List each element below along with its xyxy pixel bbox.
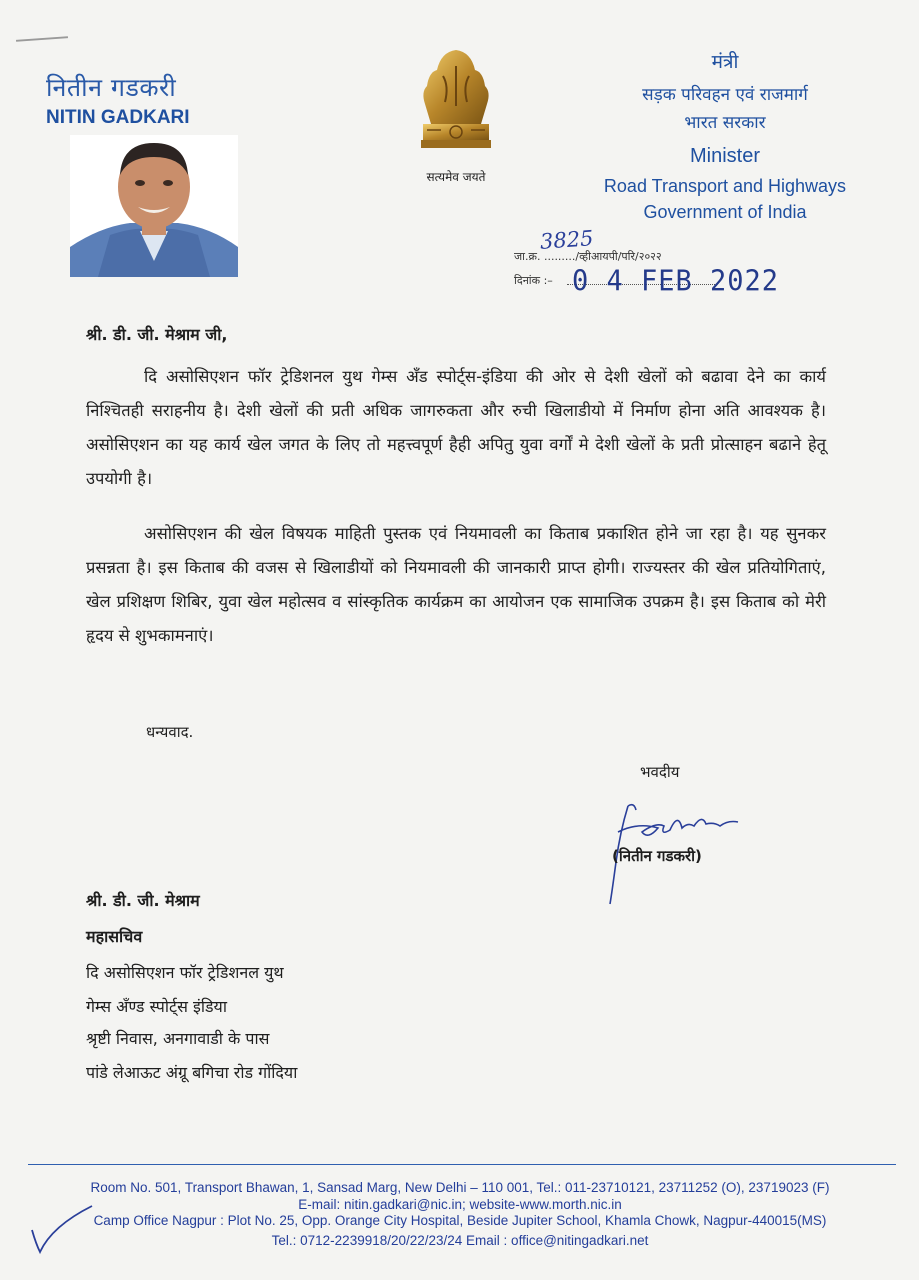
letter-salutation: श्री. डी. जी. मेश्राम जी, [86, 325, 228, 344]
national-emblem-icon [415, 46, 497, 166]
page-edge-mark [16, 36, 68, 42]
name-hindi: नितीन गडकरी [46, 73, 177, 102]
portrait-photo [70, 135, 238, 277]
designation-english-ministry: Road Transport and Highways [603, 176, 847, 196]
footer-nagpur-address: Camp Office Nagpur : Plot No. 25, Opp. Orange City Hospital, Beside Jupiter School, Khamla Chowk, Nagpur-440015(MS) [93, 1213, 827, 1228]
designation-hindi-government: भारत सरकार [684, 113, 766, 133]
designation-english-government: Government of India [643, 202, 807, 222]
emblem-motto: सत्यमेव जयते [426, 170, 486, 184]
footer-nagpur-contact: Tel.: 0712-2239918/20/22/23/24 Email : office@nitingadkari.net [271, 1233, 649, 1248]
recipient-address-line-1: श्रृष्टी निवास, अनगावाडी के पास [86, 1029, 270, 1048]
handwritten-reference-number: 3825 [539, 226, 595, 254]
footer-divider [28, 1164, 896, 1165]
designation-hindi-ministry: सड़क परिवहन एवं राजमार्ग [642, 85, 808, 105]
recipient-address-line-2: पांडे लेआऊट अंग्रू बगिचा रोड गोंदिया [86, 1063, 298, 1082]
footer-email-website: E-mail: nitin.gadkari@nic.in; website-www.morth.nic.in [298, 1197, 622, 1212]
recipient-name: श्री. डी. जी. मेश्राम [86, 891, 200, 910]
handwritten-tick-mark [28, 1200, 98, 1260]
recipient-organisation-line-2: गेम्स अँण्ड स्पोर्ट्स इंडिया [86, 997, 227, 1016]
recipient-organisation-line-1: दि असोसिएशन फॉर ट्रेडिशनल युथ [86, 963, 284, 982]
letter-closing: भवदीय [640, 763, 680, 781]
reference-number-label: जा.क्र. ........./व्हीआयपी/परि/२०२२ [514, 250, 662, 263]
signatory-name: (नितीन गडकरी) [612, 847, 702, 865]
name-english: NITIN GADKARI [46, 107, 190, 128]
date-label: दिनांक :– [514, 274, 553, 287]
letter-paragraph-2: असोसिएशन की खेल विषयक माहिती पुस्तक एवं नियमावली का किताब प्रकाशित होने जा रहा है। यह सुनकर प्रसन्नता है। इस किताब की वजस से खिलाडीयों को नियमावली की जानकारी प्राप्त होगी। राज्यस्तर की खेल प्रतियोगिताएं, खेल प्रशिक्षण शिबिर, युवा खेल महोत्सव व सांस्कृतिक कार्यक्रम का आयोजन एक सामाजिक उपक्रम है। इस किताब को मेरी हृदय से शुभकामनाएं। [86, 524, 826, 645]
recipient-designation: महासचिव [86, 927, 143, 946]
footer-delhi-address: Room No. 501, Transport Bhawan, 1, Sansad Marg, New Delhi – 110 001, Tel.: 011-23710121, 23711252 (O), 23719023 (F) [90, 1180, 830, 1195]
designation-english-title: Minister [689, 145, 760, 167]
letter-paragraph-1: दि असोसिएशन फॉर ट्रेडिशनल युथ गेम्स अँड स्पोर्ट्स-इंडिया की ओर से देशी खेलों को बढावा देने का कार्य निश्चितही सराहनीय है। देशी खेलों की प्रती अधिक जागरुकता और रुची खिलाडीयो में निर्माण होना अति आवश्यक है। असोसिएशन का यह कार्य खेल जगत के लिए तो महत्त्वपूर्ण हैही अपितु युवा वर्गों मे देशी खेलों के प्रती प्रोत्साहन बढाने हेतू उपयोगी है। [86, 367, 826, 488]
letter-thanks: धन्यवाद. [146, 723, 194, 741]
designation-hindi-title: मंत्री [711, 51, 739, 73]
date-stamp: 0 4 FEB 2022 [572, 265, 780, 298]
